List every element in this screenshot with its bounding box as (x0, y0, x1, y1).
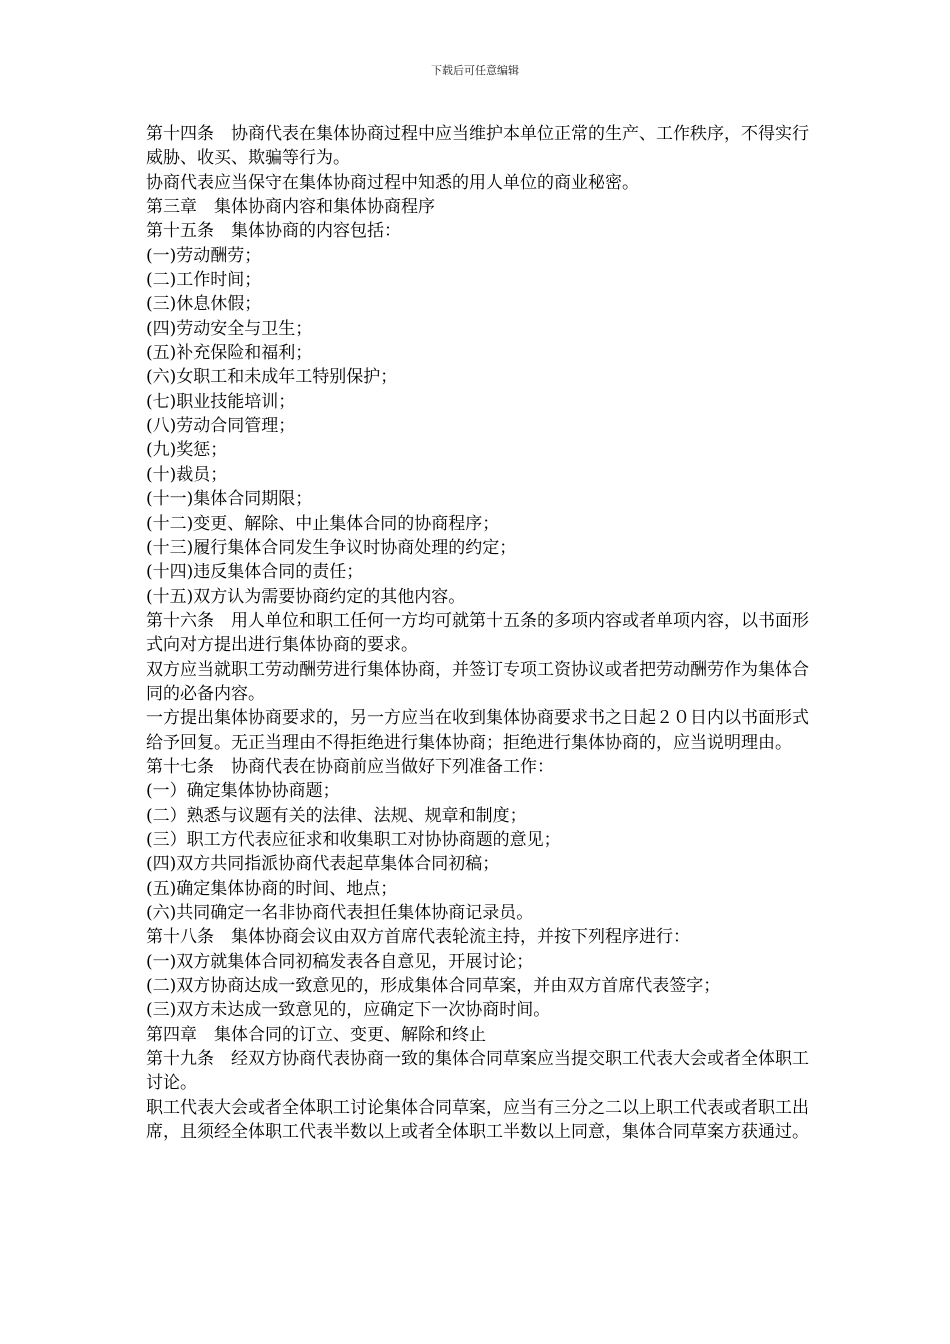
list-item: (十二)变更、解除、中止集体合同的协商程序； (146, 513, 500, 534)
document-body (146, 122, 814, 1144)
list-item: (一)劳动酬劳； (146, 245, 262, 266)
list-item: (一)双方就集体合同初稿发表各自意见，开展讨论； (146, 951, 534, 972)
list-item: (一）确定集体协协商题； (146, 781, 340, 802)
paragraph: 职工代表大会或者全体职工讨论集体合同草案，应当有三分之二以上职工代表或者职工出席，且须经全体职工代表半数以上或者全体职工半数以上同意，集体合同草案方获通过。 (146, 1097, 809, 1143)
list-item: (七)职业技能培训； (146, 391, 296, 412)
list-item: (四)双方共同指派协商代表起草集体合同初稿； (146, 854, 500, 875)
list-item: (十一)集体合同期限； (146, 489, 313, 510)
chapter-heading: 第三章 集体协商内容和集体协商程序 (146, 197, 435, 218)
list-item: (三)休息休假； (146, 294, 262, 315)
chapter-heading: 第四章 集体合同的订立、变更、解除和终止 (146, 1024, 486, 1045)
list-item: (十)裁员； (146, 464, 228, 485)
paragraph: 第十八条 集体协商会议由双方首席代表轮流主持，并按下列程序进行： (146, 927, 690, 948)
list-item: (十五)双方认为需要协商约定的其他内容。 (146, 586, 466, 607)
paragraph: 第十六条 用人单位和职工任何一方均可就第十五条的多项内容或者单项内容，以书面形式向对方提出进行集体协商的要求。 (146, 610, 809, 656)
list-item: (八)劳动合同管理； (146, 416, 296, 437)
list-item: (十四)违反集体合同的责任； (146, 562, 364, 583)
list-item: (五)确定集体协商的时间、地点； (146, 878, 398, 899)
paragraph: 一方提出集体协商要求的，另一方应当在收到集体协商要求书之日起２０日内以书面形式给予回复。无正当理由不得拒绝进行集体协商；拒绝进行集体协商的，应当说明理由。 (146, 708, 809, 753)
list-item: (九)奖惩； (146, 440, 228, 461)
list-item: (六)女职工和未成年工特别保护； (146, 367, 398, 388)
paragraph: 协商代表应当保守在集体协商过程中知悉的用人单位的商业秘密。 (146, 172, 639, 193)
list-item: (三)双方未达成一致意见的，应确定下一次协商时间。 (146, 1000, 551, 1021)
list-item: (二)工作时间； (146, 270, 262, 291)
list-item: (五)补充保险和福利； (146, 343, 313, 364)
paragraph: 双方应当就职工劳动酬劳进行集体协商，并签订专项工资协议或者把劳动酬劳作为集体合同的必备内容。 (146, 659, 809, 704)
paragraph: 第十四条 协商代表在集体协商过程中应当维护本单位正常的生产、工作秩序，不得实行威胁、收买、欺骗等行为。 (146, 124, 809, 169)
list-item: (二）熟悉与议题有关的法律、法规、规章和制度； (146, 805, 527, 826)
page-header: 下载后可任意编辑 (431, 64, 519, 77)
list-item: (六)共同确定一名非协商代表担任集体协商记录员。 (146, 903, 534, 923)
paragraph: 第十九条 经双方协商代表协商一致的集体合同草案应当提交职工代表大会或者全体职工讨论。 (146, 1049, 809, 1094)
paragraph: 第十七条 协商代表在协商前应当做好下列准备工作： (146, 756, 554, 777)
list-item: (二)双方协商达成一致意见的，形成集体合同草案，并由双方首席代表签字； (146, 976, 721, 997)
list-item: (三）职工方代表应征求和收集职工对协协商题的意见； (146, 829, 561, 850)
list-item: (四)劳动安全与卫生； (146, 318, 313, 339)
list-item: (十三)履行集体合同发生争议时协商处理的约定； (146, 537, 517, 558)
paragraph: 第十五条 集体协商的内容包括： (146, 221, 401, 242)
